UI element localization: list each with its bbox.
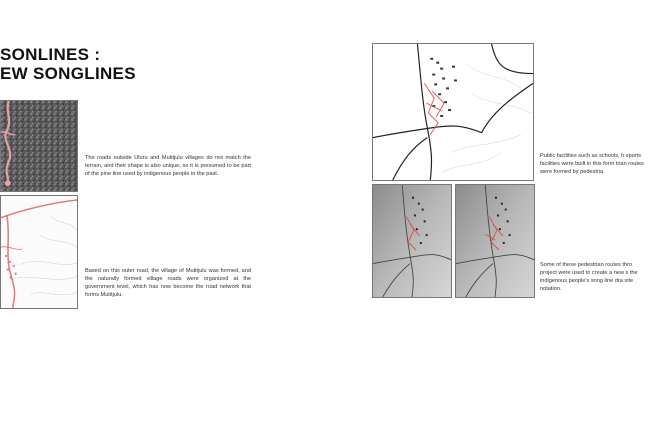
page-title	[0, 45, 136, 83]
songline-map-left-figure	[372, 184, 452, 298]
paragraph-3: Public facilities such as schools, h sports facilities were built in this form trian routes were formed by pedestria	[540, 153, 644, 176]
aerial-photo-figure	[0, 100, 78, 192]
paragraph-2: Based on this outer road, the village of Mutitjulu was formed, and the naturally formed village roads were organized at the government level, which has now become the road network that forms Mutitjulu.	[85, 268, 251, 299]
title-line-1: SONLINES :	[0, 45, 101, 64]
paragraph-1: The roads outside Uluru and Mutitjulu villages do not match the terrain, and their shape is also unique, so it is presumed to be part of the pine line used by indigenous people in the past.	[85, 155, 251, 178]
title-line-2: EW SONGLINES	[0, 64, 136, 83]
village-road-map-figure	[372, 43, 534, 181]
songline-map-right-figure	[455, 184, 535, 298]
outer-road-map-figure	[0, 195, 78, 309]
paragraph-4: Some of these pedestrian routes thro project were used to create a new s the indigenous people's song line dra site notation.	[540, 262, 638, 293]
